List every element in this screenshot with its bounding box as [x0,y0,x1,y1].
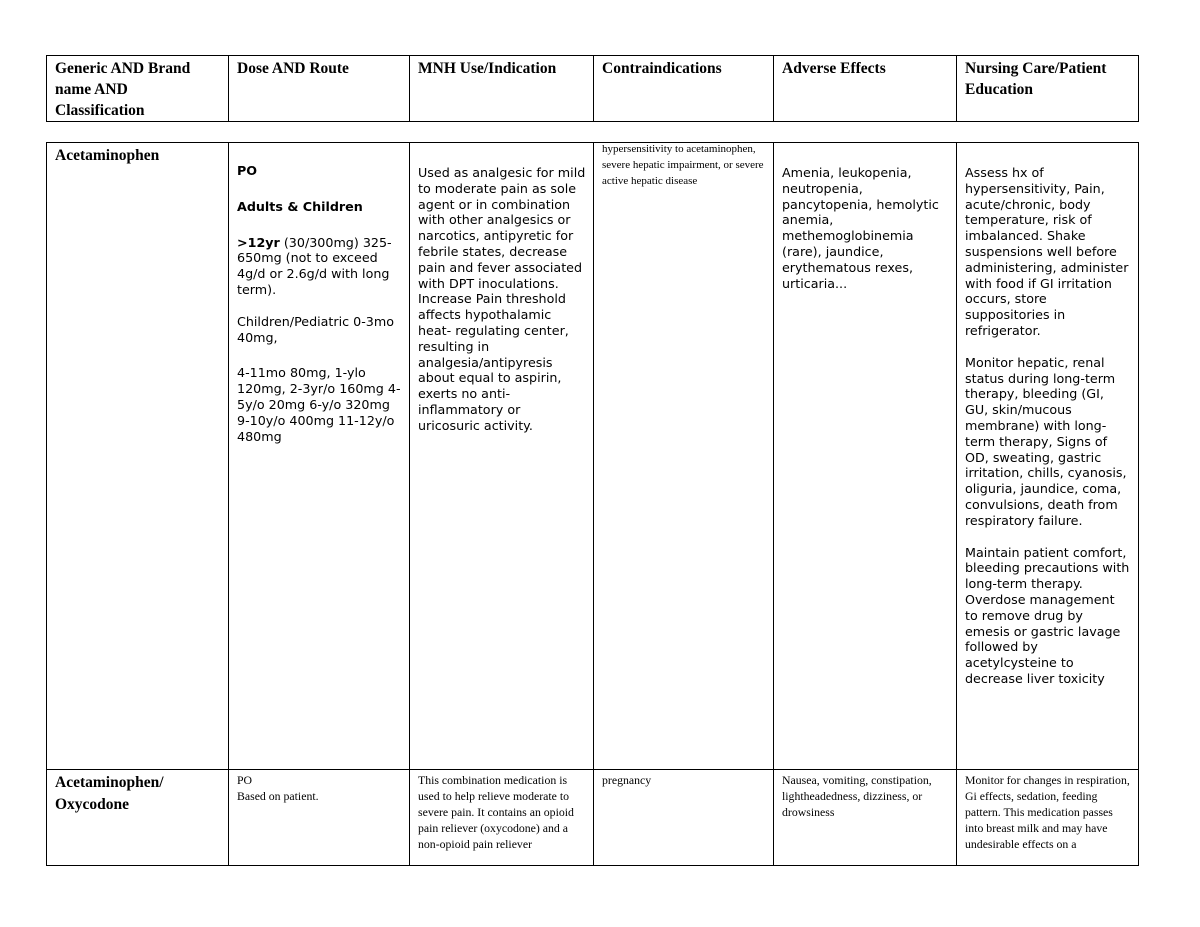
header-adverse-effects: Adverse Effects [774,56,957,122]
header-nursing-care: Nursing Care/Patient Education [957,56,1139,122]
adverse-effects-cell [774,770,957,866]
nursing-assess: Assess hx of hypersensitivity, Pain, acute/chronic, body temperature, risk of imbalanced. Shake suspensions well before administering, administer with food if GI irritation occurs, store suppositories in refrigerator. [965,165,1129,338]
adverse-effects-text: Amenia, leukopenia, neutropenia, pancytopenia, hemolytic anemia, methemoglobinemia (rare), jaundice, erythematous rexes, urticaria... [782,165,939,291]
drug-name-cell [47,770,229,866]
drug-name: Acetaminophen [55,147,160,164]
table-row [47,143,1139,770]
adverse-effects-cell [774,143,957,770]
nursing-care-cell [957,143,1139,770]
contraindications-cell [594,770,774,866]
use-indication-cell [410,143,594,770]
use-indication-text: This combination medication is used to help relieve moderate to severe pain. It contains an opioid pain reliever (oxycodone) and a non-opioid pain reliever [418,773,574,851]
use-indication-cell [410,770,594,866]
adult-dose-text: (30/300mg) 325- 650mg (not to exceed 4g/d or 2.6g/d with long term). [237,234,392,297]
header-table [46,55,1139,122]
dose-group: Adults & Children [237,198,363,214]
table-row [47,770,1139,866]
nursing-maintain: Maintain patient comfort, bleeding precautions with long-term therapy. Overdose management to remove drug by emesis or gastric lavage followed by acetylcysteine to decrease liver toxicity [965,544,1130,686]
header-use-indication: MNH Use/Indication [410,56,594,122]
header-dose-route: Dose AND Route [229,56,410,122]
pediatric-dose: Children/Pediatric 0-3mo 40mg, [237,313,394,345]
nursing-care-cell [957,770,1139,866]
drug-name: Acetaminophen/ Oxycodone [55,774,164,813]
pediatric-dose-more: 4-11mo 80mg, 1-ylo 120mg, 2-3yr/o 160mg 4-5y/o 20mg 6-y/o 320mg 9-10y/o 400mg 11-12y/o 480mg [237,365,401,444]
dose-route: PO [237,163,258,178]
contraindications-cell [594,143,774,770]
contraindications-text: pregnancy [602,773,652,787]
nursing-monitor: Monitor hepatic, renal status during long-term therapy, bleeding (GI, GU, skin/mucous membrane) with long-term therapy, Signs of OD, sweating, gastric irritation, chills, cyanosis, oliguria, jaundice, coma, convulsions, death from respiratory failure. [965,354,1127,528]
contraindications-text: hypersensitivity to acetaminophen, severe hepatic impairment, or severe active hepatic disease [602,143,764,187]
use-indication-text: Used as analgesic for mild to moderate pain as sole agent or in combination with other analgesics or narcotics, antipyretic for febrile states, decrease pain and fever associated with DPT inoculations. Increase Pain threshold affects hypothalamic heat- regulating center, resulting in analgesia/antipyresis about equal to aspirin, exerts no anti-inflammatory or uricosuric activity. [418,165,586,433]
drug-name-cell [47,143,229,770]
adult-dose [237,235,402,298]
dose-detail: Based on patient. [237,789,319,803]
header-row [47,56,1139,122]
adult-age-label: >12yr [237,234,280,250]
dose-route-cell [229,770,410,866]
header-generic-brand-classification: Generic AND Brand name AND Classification [47,56,229,122]
header-contraindications: Contraindications [594,56,774,122]
drug-table [46,142,1139,866]
nursing-care-text: Monitor for changes in respiration, Gi effects, sedation, feeding pattern. This medication passes into breast milk and may have undesirable effects on a [965,773,1130,851]
adverse-effects-text: Nausea, vomiting, constipation, lightheadedness, dizziness, or drowsiness [782,773,932,819]
dose-route: PO [237,773,253,787]
dose-route-cell [229,143,410,770]
